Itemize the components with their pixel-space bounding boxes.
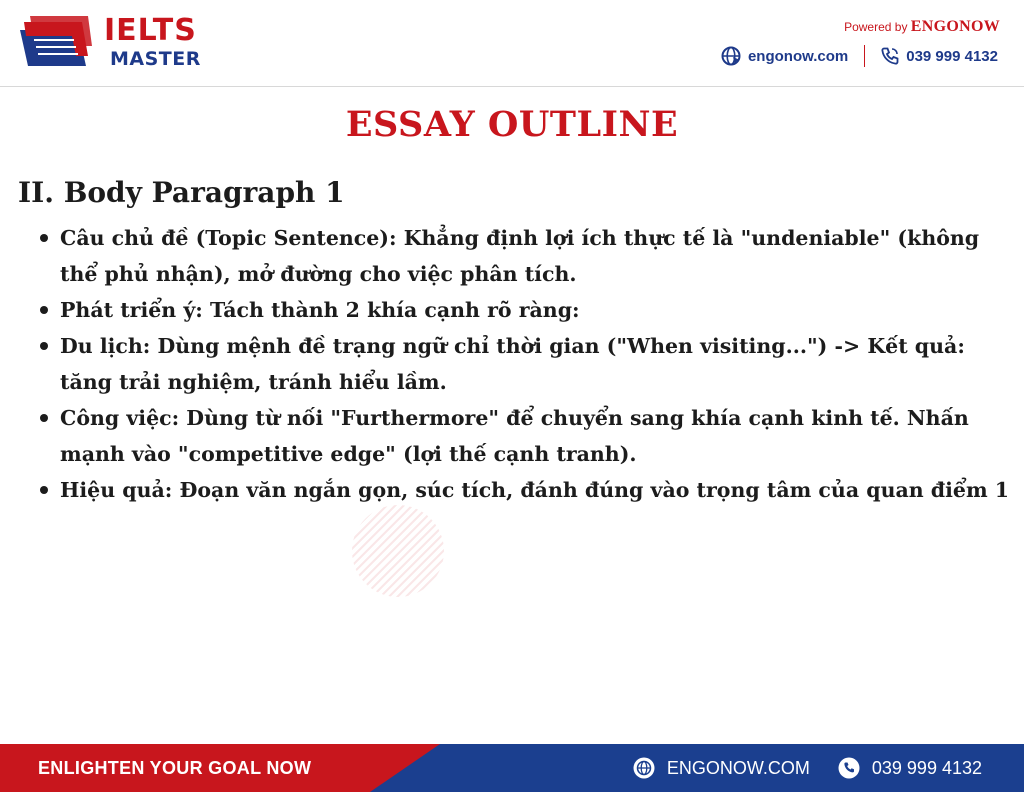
powered-brand: ENGONOW [910, 18, 1000, 35]
header-website-link[interactable] [721, 46, 848, 66]
list-item [40, 220, 1015, 292]
header-divider [0, 86, 1024, 87]
section-heading: II. Body Paragraph 1 [18, 176, 345, 209]
list-item [40, 400, 1015, 472]
list-item [40, 292, 1015, 328]
phone-icon [881, 47, 899, 65]
powered-prefix: Powered by [844, 20, 911, 34]
ielts-master-logo [20, 13, 201, 74]
globe-icon [721, 46, 741, 66]
logo-master-text: MASTER [110, 48, 201, 70]
header-phone-link[interactable] [881, 47, 998, 65]
powered-by [844, 18, 1000, 36]
footer-bar [0, 744, 1024, 792]
bullet-dot-icon [40, 306, 48, 314]
list-item [40, 472, 1015, 508]
bullet-text: Du lịch: Dùng mệnh đề trạng ngữ chỉ thời gian ("When visiting...") -> Kết quả: tăng trải nghiệm, tránh hiểu lầm. [60, 334, 965, 394]
footer-slogan: ENLIGHTEN YOUR GOAL NOW [38, 758, 312, 778]
footer-phone-link[interactable] [838, 757, 982, 779]
footer-website-link[interactable] [633, 757, 810, 779]
list-item [40, 328, 1015, 400]
footer-website-text: ENGONOW.COM [666, 757, 810, 778]
logo-book-icon [20, 16, 94, 68]
bullet-dot-icon [40, 486, 48, 494]
outline-bullet-list [40, 220, 1015, 508]
footer-contact [633, 744, 982, 792]
footer-phone-text: 039 999 4132 [871, 757, 982, 778]
phone-icon [838, 757, 860, 779]
bullet-text: Câu chủ đề (Topic Sentence): Khẳng định lợi ích thực tế là "undeniable" (không thể phủ nhận), mở đường cho việc phân tích. [60, 226, 980, 286]
globe-icon [633, 757, 655, 779]
header-website-text: engonow.com [747, 47, 849, 65]
header-phone-text: 039 999 4132 [906, 47, 998, 65]
logo-ielts-text: IELTS [104, 13, 197, 48]
page-title: ESSAY OUTLINE [345, 104, 679, 145]
bullet-text: Hiệu quả: Đoạn văn ngắn gọn, súc tích, đánh đúng vào trọng tâm của quan điểm 1 [60, 478, 1010, 502]
bullet-text: Công việc: Dùng từ nối "Furthermore" để chuyển sang khía cạnh kinh tế. Nhấn mạnh vào "competitive edge" (lợi thế cạnh tranh). [60, 406, 969, 466]
watermark-circle [352, 505, 444, 597]
bullet-dot-icon [40, 342, 48, 350]
header-contact-divider [864, 45, 865, 67]
header-contact [721, 44, 998, 68]
bullet-dot-icon [40, 234, 48, 242]
bullet-dot-icon [40, 414, 48, 422]
bullet-text: Phát triển ý: Tách thành 2 khía cạnh rõ ràng: [60, 298, 580, 322]
